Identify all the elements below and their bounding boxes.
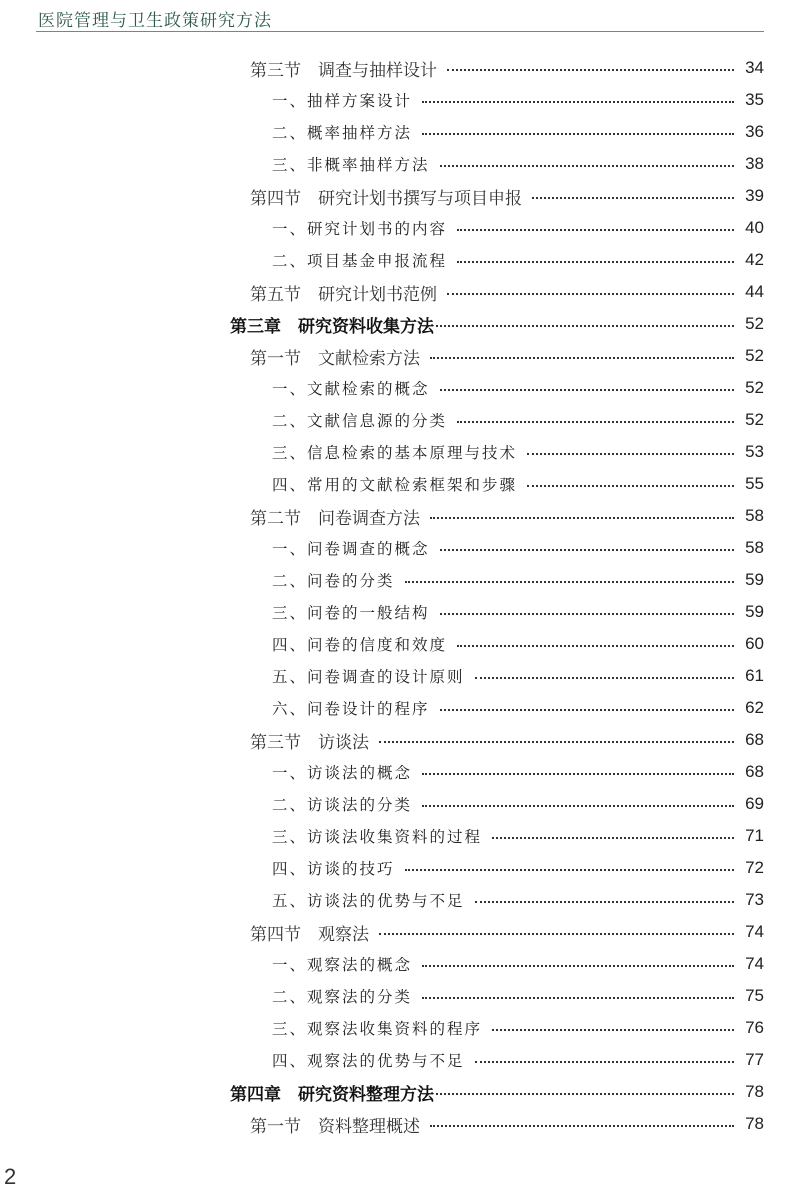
page-number: 2 (4, 1164, 17, 1189)
toc-entry-title: 一、访谈法的概念 (272, 764, 413, 782)
dot-leader (527, 485, 734, 487)
toc-entry-section[interactable] (250, 917, 764, 947)
toc-entry-section[interactable] (250, 341, 764, 371)
toc-entry-item[interactable] (272, 373, 764, 403)
toc-entry-title: 一、抽样方案设计 (272, 92, 413, 110)
toc-entry-page-number: 52 (745, 314, 764, 333)
toc-entry-page-number: 38 (745, 154, 764, 173)
toc-entry-item[interactable] (272, 149, 764, 179)
toc-entry-title: 第三节 调查与抽样设计 (250, 60, 437, 81)
dot-leader (436, 1093, 734, 1095)
toc-entry-title: 二、项目基金申报流程 (272, 252, 448, 270)
toc-entry-page-number: 58 (745, 538, 764, 557)
toc-entry-page-number: 78 (745, 1082, 764, 1101)
dot-leader (430, 517, 734, 519)
dot-leader (440, 549, 734, 551)
toc-entry-page-number: 59 (745, 570, 764, 589)
toc-entry-section[interactable] (250, 725, 764, 755)
toc-entry-page-number: 55 (745, 474, 764, 493)
toc-entry-item[interactable] (272, 853, 764, 883)
toc-entry-title: 三、信息检索的基本原理与技术 (272, 444, 518, 462)
toc-entry-page-number: 62 (745, 698, 764, 717)
dot-leader (440, 709, 734, 711)
toc-entry-title: 二、概率抽样方法 (272, 124, 413, 142)
dot-leader (440, 613, 734, 615)
toc-entry-item[interactable] (272, 693, 764, 723)
dot-leader (492, 1029, 734, 1031)
dot-leader (457, 261, 734, 263)
toc-entry-title: 三、观察法收集资料的程序 (272, 1020, 483, 1038)
toc-entry-item[interactable] (272, 469, 764, 499)
toc-entry-title: 第五节 研究计划书范例 (250, 284, 437, 305)
toc-entry-page-number: 60 (745, 634, 764, 653)
toc-entry-page-number: 39 (745, 186, 764, 205)
toc-entry-page-number: 74 (745, 954, 764, 973)
toc-entry-item[interactable] (272, 405, 764, 435)
toc-entry-title: 三、访谈法收集资料的过程 (272, 828, 483, 846)
toc-entry-item[interactable] (272, 661, 764, 691)
toc-entry-title: 二、访谈法的分类 (272, 796, 413, 814)
toc-entry-item[interactable] (272, 1013, 764, 1043)
toc-entry-section[interactable] (250, 277, 764, 307)
dot-leader (532, 197, 734, 199)
header-divider (36, 31, 764, 32)
toc-entry-page-number: 58 (745, 506, 764, 525)
dot-leader (422, 965, 734, 967)
toc-entry-item[interactable] (272, 213, 764, 243)
dot-leader (422, 773, 734, 775)
toc-entry-item[interactable] (272, 85, 764, 115)
toc-entry-title: 五、访谈法的优势与不足 (272, 892, 465, 910)
toc-entry-page-number: 53 (745, 442, 764, 461)
dot-leader (430, 357, 734, 359)
toc-entry-page-number: 74 (745, 922, 764, 941)
toc-entry-title: 四、常用的文献检索框架和步骤 (272, 476, 518, 494)
toc-entry-title: 四、观察法的优势与不足 (272, 1052, 465, 1070)
toc-entry-item[interactable] (272, 885, 764, 915)
toc-entry-item[interactable] (272, 981, 764, 1011)
dot-leader (527, 453, 734, 455)
toc-entry-section[interactable] (250, 181, 764, 211)
dot-leader (492, 837, 734, 839)
toc-entry-page-number: 36 (745, 122, 764, 141)
dot-leader (440, 165, 734, 167)
dot-leader (405, 869, 734, 871)
toc-entry-item[interactable] (272, 821, 764, 851)
toc-entry-title: 第二节 问卷调查方法 (250, 508, 420, 529)
toc-entry-title: 第一节 资料整理概述 (250, 1116, 420, 1137)
toc-entry-title: 第三章 研究资料收集方法 (230, 316, 434, 337)
toc-entry-item[interactable] (272, 949, 764, 979)
toc-entry-page-number: 61 (745, 666, 764, 685)
dot-leader (475, 677, 734, 679)
toc-entry-title: 第三节 访谈法 (250, 732, 369, 753)
dot-leader (422, 133, 734, 135)
toc-entry-page-number: 42 (745, 250, 764, 269)
toc-entry-page-number: 59 (745, 602, 764, 621)
toc-entry-section[interactable] (250, 1109, 764, 1139)
dot-leader (457, 645, 734, 647)
toc-entry-title: 第四节 观察法 (250, 924, 369, 945)
toc-entry-title: 四、访谈的技巧 (272, 860, 395, 878)
toc-entry-title: 一、观察法的概念 (272, 956, 413, 974)
toc-entry-page-number: 77 (745, 1050, 764, 1069)
running-header-title: 医院管理与卫生政策研究方法 (38, 11, 272, 31)
toc-entry-page-number: 73 (745, 890, 764, 909)
toc-entry-page-number: 68 (745, 762, 764, 781)
toc-entry-item[interactable] (272, 533, 764, 563)
dot-leader (475, 901, 734, 903)
toc-entry-title: 五、问卷调查的设计原则 (272, 668, 465, 686)
toc-entry-page-number: 52 (745, 378, 764, 397)
toc-entry-item[interactable] (272, 757, 764, 787)
toc-entry-page-number: 71 (745, 826, 764, 845)
dot-leader (379, 741, 734, 743)
toc-entry-item[interactable] (272, 629, 764, 659)
toc-entry-item[interactable] (272, 789, 764, 819)
dot-leader (447, 293, 734, 295)
toc-entry-title: 第四章 研究资料整理方法 (230, 1084, 434, 1105)
dot-leader (457, 421, 734, 423)
toc-entry-page-number: 72 (745, 858, 764, 877)
toc-entry-page-number: 75 (745, 986, 764, 1005)
toc-entry-page-number: 76 (745, 1018, 764, 1037)
dot-leader (430, 1125, 734, 1127)
toc-entry-chapter[interactable] (230, 309, 764, 339)
toc-entry-item[interactable] (272, 245, 764, 275)
dot-leader (440, 389, 734, 391)
toc-entry-title: 二、文献信息源的分类 (272, 412, 448, 430)
dot-leader (457, 229, 734, 231)
toc-entry-chapter[interactable] (230, 1077, 764, 1107)
dot-leader (422, 805, 734, 807)
toc-entry-section[interactable] (250, 501, 764, 531)
toc-entry-item[interactable] (272, 597, 764, 627)
dot-leader (436, 325, 734, 327)
toc-entry-item[interactable] (272, 437, 764, 467)
toc-entry-title: 二、问卷的分类 (272, 572, 395, 590)
toc-entry-page-number: 52 (745, 410, 764, 429)
toc-entry-page-number: 78 (745, 1114, 764, 1133)
dot-leader (379, 933, 734, 935)
toc-entry-title: 三、问卷的一般结构 (272, 604, 430, 622)
toc-entry-page-number: 68 (745, 730, 764, 749)
dot-leader (447, 69, 734, 71)
dot-leader (475, 1061, 734, 1063)
toc-entry-title: 第四节 研究计划书撰写与项目申报 (250, 188, 522, 209)
toc-entry-page-number: 69 (745, 794, 764, 813)
toc-entry-title: 第一节 文献检索方法 (250, 348, 420, 369)
dot-leader (422, 101, 734, 103)
toc-entry-title: 四、问卷的信度和效度 (272, 636, 448, 654)
toc-entry-page-number: 44 (745, 282, 764, 301)
dot-leader (405, 581, 734, 583)
toc-entry-item[interactable] (272, 565, 764, 595)
toc-entry-page-number: 40 (745, 218, 764, 237)
toc-entry-item[interactable] (272, 117, 764, 147)
toc-entry-title: 一、研究计划书的内容 (272, 220, 448, 238)
dot-leader (422, 997, 734, 999)
toc-entry-title: 二、观察法的分类 (272, 988, 413, 1006)
toc-entry-title: 一、文献检索的概念 (272, 380, 430, 398)
toc-entry-title: 一、问卷调查的概念 (272, 540, 430, 558)
toc-entry-title: 六、问卷设计的程序 (272, 700, 430, 718)
toc-entry-title: 三、非概率抽样方法 (272, 156, 430, 174)
toc-entry-page-number: 35 (745, 90, 764, 109)
toc-entry-page-number: 52 (745, 346, 764, 365)
toc-entry-page-number: 34 (745, 58, 764, 77)
toc-entry-section[interactable] (250, 53, 764, 83)
toc-entry-item[interactable] (272, 1045, 764, 1075)
